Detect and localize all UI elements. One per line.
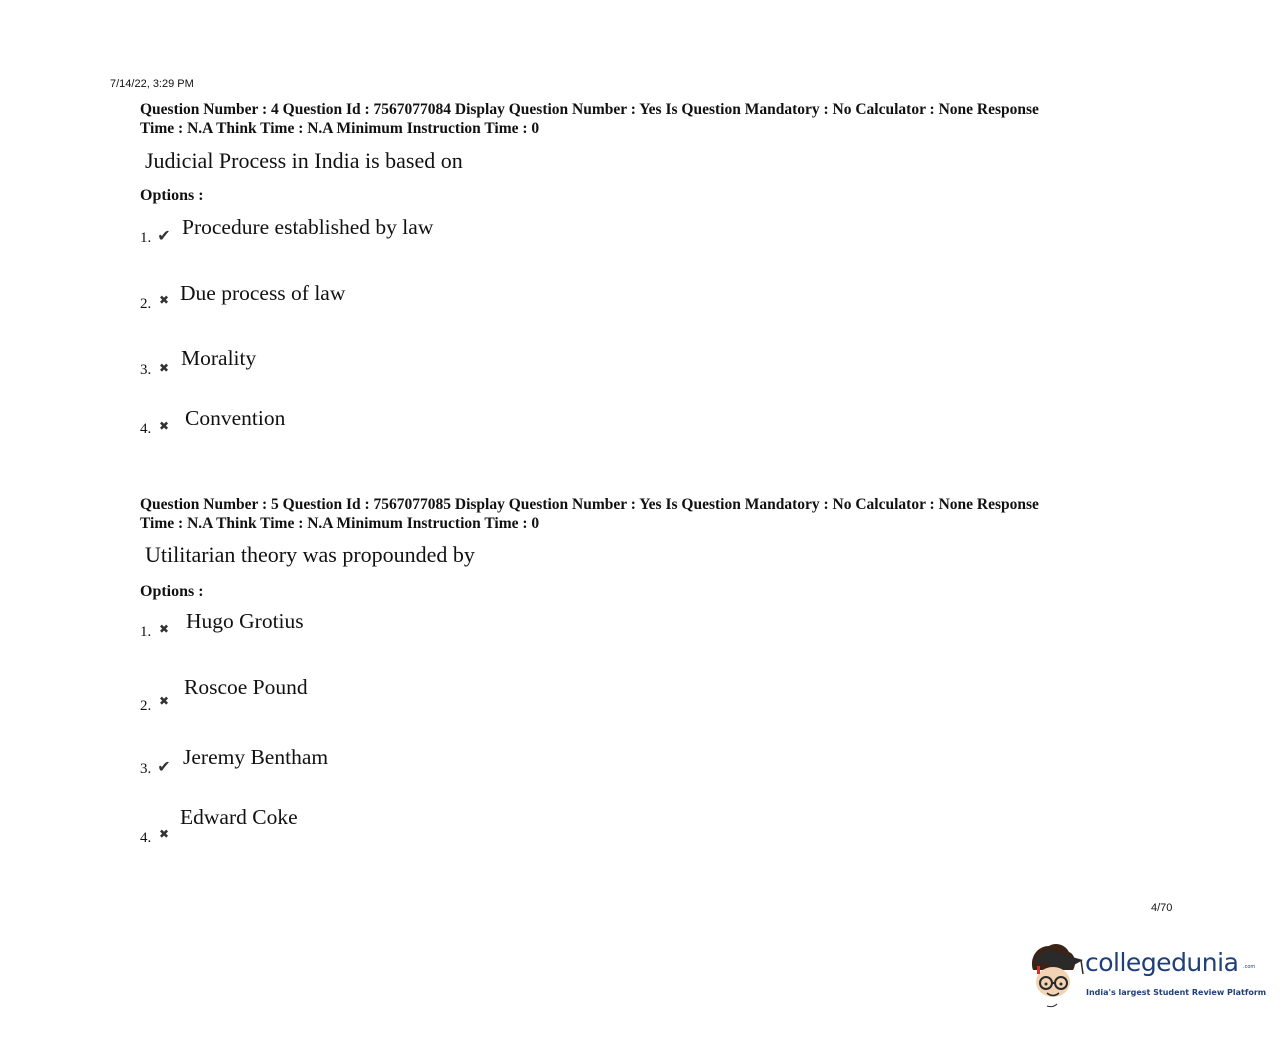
option-number: 2. <box>140 296 152 312</box>
cross-icon: ✖ <box>158 694 170 708</box>
option-item <box>140 609 740 649</box>
option-number: 4. <box>140 830 152 846</box>
option-text: Due process of law <box>180 281 346 305</box>
options-label: Options : <box>140 187 204 204</box>
option-number: 1. <box>140 230 152 246</box>
timestamp: 7/14/22, 3:29 PM <box>110 78 194 90</box>
check-icon: ✔ <box>157 759 171 776</box>
option-item <box>140 406 740 446</box>
cross-icon: ✖ <box>158 293 170 307</box>
question-meta <box>140 100 1160 138</box>
option-item <box>140 281 740 321</box>
question-text: Judicial Process in India is based on <box>145 148 463 173</box>
question-block <box>140 100 1160 460</box>
option-text: Roscoe Pound <box>184 675 308 699</box>
page-number: 4/70 <box>1151 902 1173 914</box>
option-text: Procedure established by law <box>182 215 434 239</box>
option-number: 2. <box>140 698 152 714</box>
option-item <box>140 675 740 715</box>
question-meta-line: Time : N.A Think Time : N.A Minimum Instruction Time : 0 <box>140 120 540 137</box>
question-meta <box>140 495 1160 533</box>
option-item <box>140 215 740 255</box>
option-number: 4. <box>140 421 152 437</box>
options-label: Options : <box>140 583 204 600</box>
option-number: 1. <box>140 624 152 640</box>
logo-wordmark: collegedunia <box>1085 948 1239 977</box>
question-meta-line: Question Number : 4 Question Id : 7567077084 Display Question Number : Yes Is Question Mandatory : No Calculator : None Response <box>140 101 1039 118</box>
option-text: Jeremy Bentham <box>183 745 329 769</box>
question-meta-line: Question Number : 5 Question Id : 7567077085 Display Question Number : Yes Is Question Mandatory : No Calculator : None Response <box>140 496 1039 513</box>
option-text: Morality <box>181 346 257 370</box>
option-number: 3. <box>140 362 152 378</box>
mascot-icon <box>1025 940 1087 1010</box>
option-text: Hugo Grotius <box>186 609 304 633</box>
option-text: Convention <box>185 406 286 430</box>
cross-icon: ✖ <box>158 419 170 433</box>
collegedunia-logo[interactable] <box>1025 940 1267 1010</box>
option-number: 3. <box>140 761 152 777</box>
logo-tagline: India's largest Student Review Platform <box>1086 988 1267 997</box>
question-text: Utilitarian theory was propounded by <box>145 542 475 567</box>
cross-icon: ✖ <box>158 622 170 636</box>
option-item <box>140 805 740 845</box>
logo-suffix: .com <box>1243 964 1256 970</box>
option-item <box>140 346 740 386</box>
option-text: Edward Coke <box>180 805 298 829</box>
check-icon: ✔ <box>157 228 171 245</box>
question-meta-line: Time : N.A Think Time : N.A Minimum Instruction Time : 0 <box>140 515 540 532</box>
option-item <box>140 745 740 785</box>
question-block <box>140 495 1160 855</box>
cross-icon: ✖ <box>158 361 170 375</box>
cross-icon: ✖ <box>158 827 170 841</box>
